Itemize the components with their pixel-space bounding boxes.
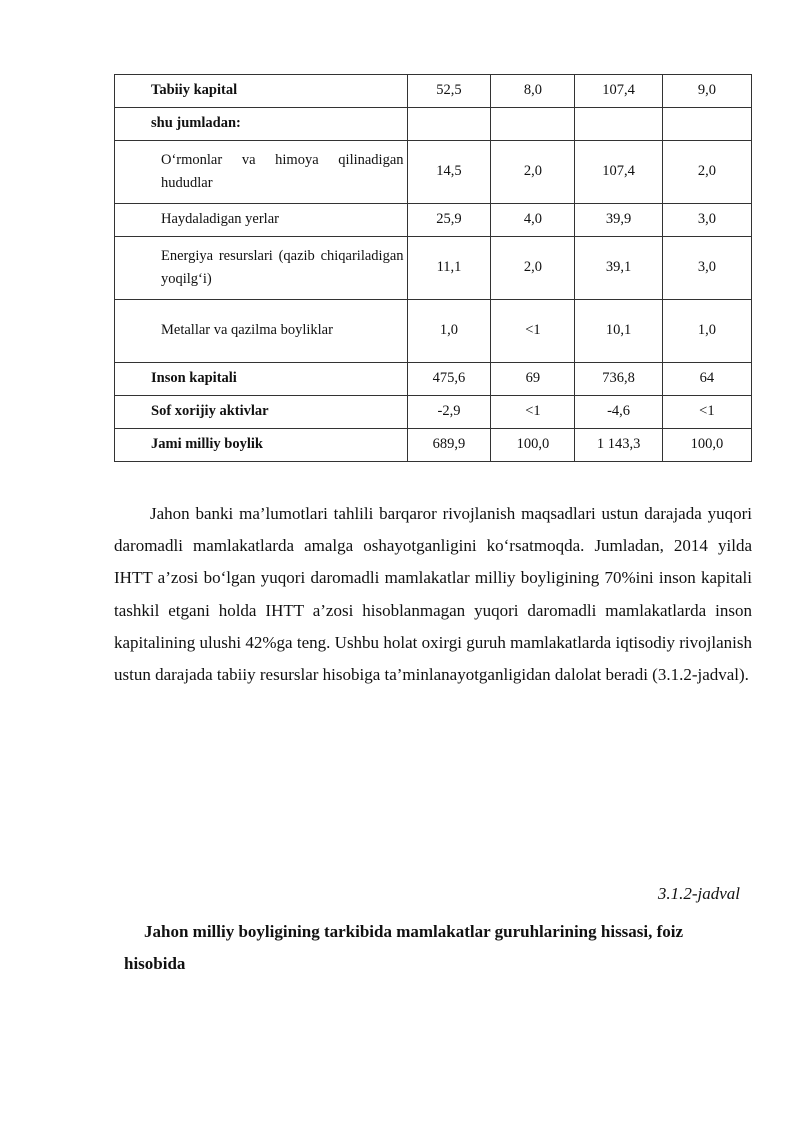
row-label: Energiya resurslari (qazib chiqariladigan yoqilg‘i): [115, 237, 408, 300]
table-cell: 1 143,3: [575, 429, 662, 462]
table-cell: 689,9: [407, 429, 491, 462]
table-row: [115, 363, 752, 396]
table-row: [115, 396, 752, 429]
table-row: [115, 75, 752, 108]
table-cell: 107,4: [575, 75, 662, 108]
table-cell: 11,1: [407, 237, 491, 300]
table-cell: 52,5: [407, 75, 491, 108]
table-cell: <1: [662, 396, 751, 429]
table-cell: [407, 108, 491, 141]
table-cell: [662, 108, 751, 141]
table-cell: 25,9: [407, 204, 491, 237]
table-cell: -2,9: [407, 396, 491, 429]
table-cell: <1: [491, 396, 575, 429]
table-cell: 14,5: [407, 141, 491, 204]
table-cell: 64: [662, 363, 751, 396]
table-cell: 8,0: [491, 75, 575, 108]
table-cell: 2,0: [491, 141, 575, 204]
table-row: [115, 237, 752, 300]
table-cell: 3,0: [662, 237, 751, 300]
table-cell: 475,6: [407, 363, 491, 396]
row-label: Haydaladigan yerlar: [115, 204, 408, 237]
table-cell: 736,8: [575, 363, 662, 396]
table-cell: [575, 108, 662, 141]
table-cell: [491, 108, 575, 141]
table-number: 3.1.2-jadval: [657, 884, 740, 903]
table-title: Jahon milliy boyligining tarkibida mamlakatlar guruhlarining hissasi, foiz hisobida: [124, 922, 684, 973]
table-row: [115, 300, 752, 363]
table-cell: 1,0: [662, 300, 751, 363]
row-label: Tabiiy kapital: [115, 75, 408, 108]
table-cell: 4,0: [491, 204, 575, 237]
row-label: Jami milliy boylik: [115, 429, 408, 462]
row-label: shu jumladan:: [115, 108, 408, 141]
table-cell: 9,0: [662, 75, 751, 108]
wealth-table: [114, 74, 752, 462]
row-label: Metallar va qazilma boyliklar: [115, 300, 408, 363]
table-cell: 10,1: [575, 300, 662, 363]
table-row: [115, 108, 752, 141]
table-cell: 100,0: [662, 429, 751, 462]
table-cell: <1: [491, 300, 575, 363]
table-cell: 100,0: [491, 429, 575, 462]
table-row: [115, 204, 752, 237]
table-cell: 39,1: [575, 237, 662, 300]
table-row: [115, 429, 752, 462]
table-cell: 1,0: [407, 300, 491, 363]
table-cell: 2,0: [491, 237, 575, 300]
table-row: [115, 141, 752, 204]
table-cell: 3,0: [662, 204, 751, 237]
body-paragraph: Jahon banki ma’lumotlari tahlili barqaror rivojlanish maqsadlari ustun darajada yuqori daromadli mamlakatlarda amalga oshayotganligini ko‘rsatmoqda. Jumladan, 2014 yilda IHTT a’zosi bo‘lgan yuqori daromadli mamlakatlar milliy boyligining 70%ini inson kapitali tashkil etgani holda IHTT a’zosi hisoblanmagan yuqori daromadli mamlakatlarda inson kapitalining ulushi 42%ga teng. Ushbu holat oxirgi guruh mamlakatlarda iqtisodiy rivojlanish ustun darajada tabiiy resurslar hisobiga ta’minlanayotganligidan dalolat beradi (3.1.2-jadval).: [114, 504, 752, 685]
table-cell: 107,4: [575, 141, 662, 204]
row-label: Inson kapitali: [115, 363, 408, 396]
table-cell: -4,6: [575, 396, 662, 429]
table-cell: 39,9: [575, 204, 662, 237]
table-cell: 2,0: [662, 141, 751, 204]
table-cell: 69: [491, 363, 575, 396]
row-label: Sof xorijiy aktivlar: [115, 396, 408, 429]
row-label: O‘rmonlar va himoya qilinadigan hududlar: [115, 141, 408, 204]
